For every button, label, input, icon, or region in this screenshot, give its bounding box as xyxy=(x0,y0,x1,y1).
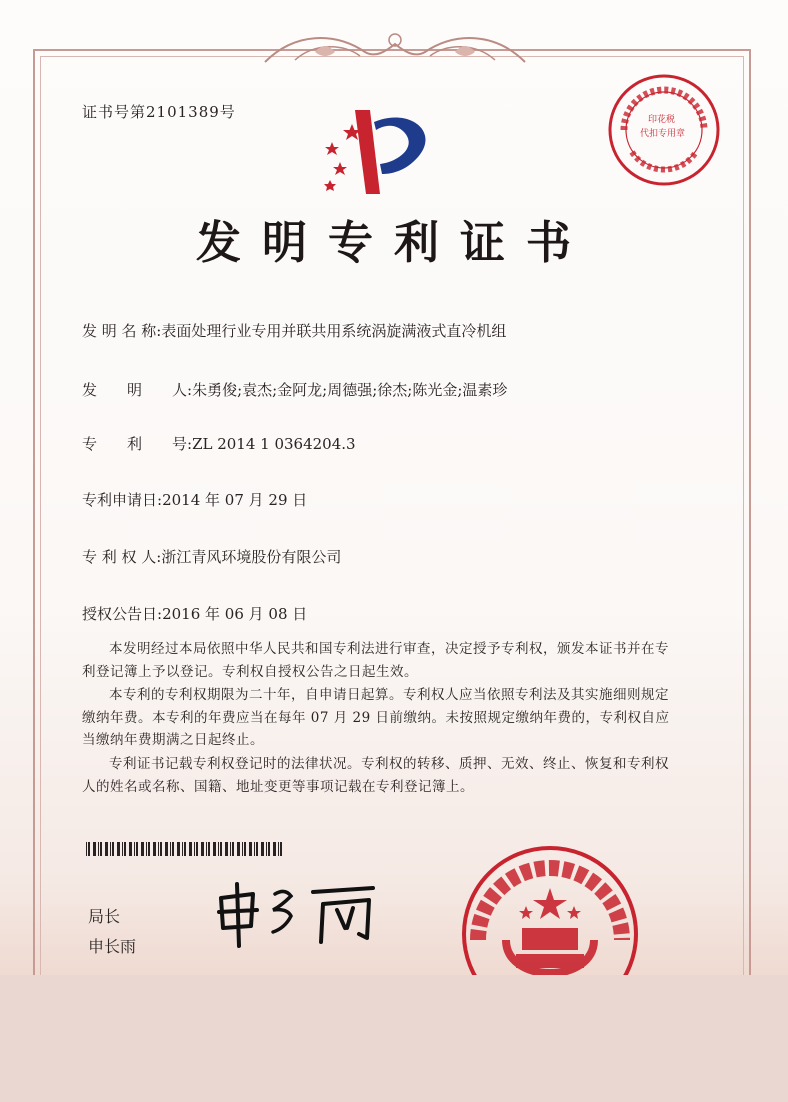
barcode xyxy=(86,842,286,856)
barcode-bar xyxy=(206,842,207,856)
field-label: 专利申请日: xyxy=(82,491,163,509)
field-value: 2014 年 07 月 29 日 xyxy=(162,491,308,509)
barcode-bar xyxy=(172,842,174,856)
barcode-bar xyxy=(249,842,252,856)
svg-text:印花税: 印花税 xyxy=(648,115,676,125)
field-label: 授权公告日: xyxy=(82,605,163,623)
barcode-bar xyxy=(158,842,159,856)
barcode-bar xyxy=(232,842,234,856)
field-value: 浙江青风环境股份有限公司 xyxy=(161,548,342,566)
barcode-bar xyxy=(122,842,123,856)
barcode-bar xyxy=(220,842,222,856)
field-label: 发 明 人: xyxy=(82,381,193,399)
field-label: 专 利 权 人: xyxy=(82,548,162,566)
tax-stamp xyxy=(604,70,724,190)
paragraph-grant: 本发明经过本局依照中华人民共和国专利法进行审查，决定授予专利权，颁发本证书并在专利登记簿上予以登记。专利权自授权公告之日起生效。 xyxy=(82,641,669,680)
director-title: 局长 xyxy=(88,907,121,926)
barcode-bar xyxy=(129,842,132,856)
barcode-bar xyxy=(280,842,282,856)
barcode-bar xyxy=(256,842,258,856)
barcode-bar xyxy=(177,842,180,856)
barcode-bar xyxy=(201,842,204,856)
field-publication-date xyxy=(82,603,307,624)
field-value: 朱勇俊;袁杰;金阿龙;周德强;徐杰;陈光金;温素珍 xyxy=(192,381,508,399)
field-label: 专 利 号: xyxy=(82,435,193,453)
bottom-band xyxy=(0,975,788,1102)
barcode-bar xyxy=(148,842,150,856)
barcode-bar xyxy=(268,842,270,856)
field-value: 2016 年 06 月 08 日 xyxy=(162,605,308,623)
barcode-bar xyxy=(170,842,171,856)
field-application-date xyxy=(82,489,307,510)
barcode-bar xyxy=(146,842,147,856)
paragraph-legal-status: 专利证书记载专利权登记时的法律状况。专利权的转移、质押、无效、终止、恢复和专利权人的姓名或名称、国籍、地址变更等事项记载在专利登记簿上。 xyxy=(82,756,669,795)
barcode-bar xyxy=(110,842,111,856)
barcode-bar xyxy=(189,842,192,856)
paragraph-term: 本专利的专利权期限为二十年，自申请日起算。专利权人应当依照专利法及其实施细则规定缴纳年费。本专利的年费应当在每年 07 月 29 日前缴纳。未按照规定缴纳年费的，专利权自应当缴纳年费期满之日起终止。 xyxy=(82,687,670,748)
barcode-bar xyxy=(208,842,210,856)
certificate-number: 证书号第2101389号 xyxy=(82,103,236,121)
barcode-bar xyxy=(141,842,144,856)
barcode-bar xyxy=(86,842,87,856)
director-name: 申长雨 xyxy=(88,937,137,956)
barcode-bar xyxy=(182,842,183,856)
field-label: 发 明 名 称: xyxy=(82,322,162,340)
barcode-bar xyxy=(100,842,102,856)
svg-text:代扣专用章: 代扣专用章 xyxy=(640,129,686,139)
barcode-bar xyxy=(194,842,195,856)
barcode-bar xyxy=(153,842,156,856)
field-inventors xyxy=(82,379,507,400)
barcode-bar xyxy=(244,842,246,856)
barcode-bar xyxy=(134,842,135,856)
barcode-bar xyxy=(266,842,267,856)
barcode-bar xyxy=(225,842,228,856)
field-invention-name xyxy=(82,320,506,341)
field-patent-number xyxy=(82,433,356,454)
barcode-bar xyxy=(278,842,279,856)
barcode-bar xyxy=(112,842,114,856)
barcode-bar xyxy=(124,842,126,856)
barcode-bar xyxy=(105,842,108,856)
barcode-bar xyxy=(261,842,264,856)
barcode-bar xyxy=(165,842,168,856)
barcode-bar xyxy=(213,842,216,856)
barcode-bar xyxy=(254,842,255,856)
barcode-bar xyxy=(273,842,276,856)
director-signature xyxy=(213,876,383,951)
field-value: ZL 2014 1 0364204.3 xyxy=(192,435,356,453)
barcode-bar xyxy=(196,842,198,856)
barcode-bar xyxy=(237,842,240,856)
cnipa-emblem xyxy=(300,102,440,197)
barcode-bar xyxy=(117,842,120,856)
barcode-bar xyxy=(98,842,99,856)
barcode-bar xyxy=(160,842,162,856)
barcode-bar xyxy=(242,842,243,856)
top-ornament xyxy=(255,22,535,72)
certificate-title: 发明专利证书 xyxy=(195,216,592,269)
field-patentee xyxy=(82,546,341,567)
barcode-bar xyxy=(218,842,219,856)
barcode-bar xyxy=(136,842,138,856)
barcode-bar xyxy=(93,842,96,856)
barcode-bar xyxy=(88,842,90,856)
barcode-bar xyxy=(184,842,186,856)
barcode-bar xyxy=(230,842,231,856)
field-value: 表面处理行业专用并联共用系统涡旋满液式直冷机组 xyxy=(161,322,507,340)
